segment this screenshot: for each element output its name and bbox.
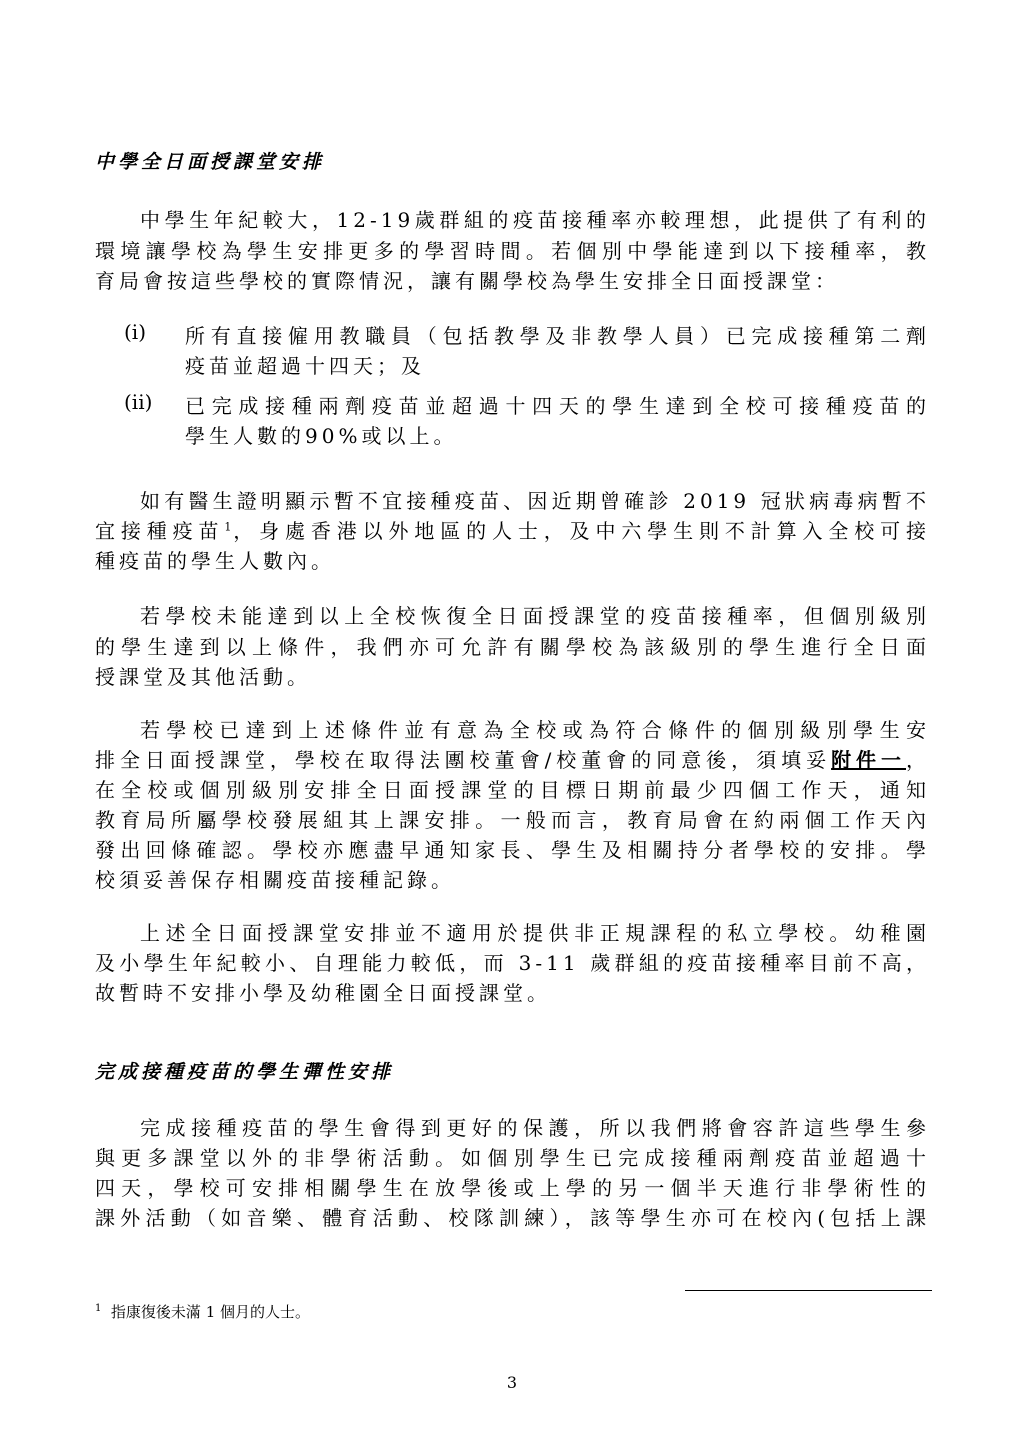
paragraph6-line: 四天，學校可安排相關學生在放學後或上學的另一個半天進行非學術性的 — [95, 1176, 930, 1200]
paragraph2-line: 宜接種疫苗$^1$，身處香港以外地區的人士，及中六學生則不計算入全校可接 — [95, 519, 930, 543]
paragraph1-line: 中學生年紀較大，12-19歲群組的疫苗接種率亦較理想，此提供了有利的 — [140, 208, 930, 232]
footnote — [95, 1301, 310, 1322]
condition-number: (ii) — [124, 390, 153, 414]
paragraph5-line: 上述全日面授課堂安排並不適用於提供非正規課程的私立學校。幼稚園 — [140, 921, 930, 945]
paragraph3-line: 若學校未能達到以上全校恢復全日面授課堂的疫苗接種率，但個別級別 — [140, 604, 930, 628]
condition-line: 已完成接種兩劑疫苗並超過十四天的學生達到全校可接種疫苗的 — [185, 394, 930, 418]
paragraph1-line: 環境讓學校為學生安排更多的學習時間。若個別中學能達到以下接種率，教 — [95, 239, 930, 263]
section-heading-completed: 完成接種疫苗的學生彈性安排 — [95, 1061, 395, 1083]
paragraph6-line: 與更多課堂以外的非學術活動。如個別學生已完成接種兩劑疫苗並超過十 — [95, 1146, 930, 1170]
annex-one-reference[interactable]: 附件一 — [831, 748, 906, 772]
paragraph5-line: 及小學生年紀較小、自理能力較低，而 3-11 歲群組的疫苗接種率目前不高， — [95, 951, 930, 975]
paragraph3-line: 授課堂及其他活動。 — [95, 665, 311, 689]
condition-number: (i) — [124, 320, 147, 344]
paragraph6-line: 課外活動（如音樂、體育活動、校隊訓練），該等學生亦可在校內(包括上課 — [95, 1206, 930, 1230]
paragraph1-line: 育局會按這些學校的實際情況，讓有關學校為學生安排全日面授課堂： — [95, 269, 839, 293]
footnote-reference: 1 — [224, 520, 232, 534]
paragraph3-line: 的學生達到以上條件，我們亦可允許有關學校為該級別的學生進行全日面 — [95, 635, 930, 659]
paragraph2-line: 如有醫生證明顯示暫不宜接種疫苗、因近期曾確診 2019 冠狀病毒病暫不 — [140, 489, 930, 513]
condition-line: 疫苗並超過十四天；及 — [185, 354, 425, 378]
paragraph4-line: 教育局所屬學校發展組其上課安排。一般而言，教育局會在約兩個工作天內 — [95, 808, 930, 832]
condition-line: 所有直接僱用教職員（包括教學及非教學人員）已完成接種第二劑 — [185, 324, 930, 348]
page-number: 3 — [506, 1373, 518, 1392]
paragraph4-line: 若學校已達到上述條件並有意為全校或為符合條件的個別級別學生安 — [140, 718, 930, 742]
condition-line: 學生人數的90%或以上。 — [185, 424, 458, 448]
paragraph4-line: 在全校或個別級別安排全日面授課堂的目標日期前最少四個工作天，通知 — [95, 778, 930, 802]
footnote-text: 指康復後未滿 1 個月的人士。 — [110, 1303, 311, 1321]
section-heading-secondary: 中學全日面授課堂安排 — [95, 151, 326, 173]
paragraph4-line: 發出回條確認。學校亦應盡早通知家長、學生及相關持分者學校的安排。學 — [95, 838, 930, 862]
paragraph5-line: 故暫時不安排小學及幼稚園全日面授課堂。 — [95, 981, 551, 1005]
footnote-marker: 1 — [95, 1303, 102, 1314]
paragraph2-line: 種疫苗的學生人數內。 — [95, 549, 335, 573]
paragraph4-line: 校須妥善保存相關疫苗接種記錄。 — [95, 868, 455, 892]
paragraph6-line: 完成接種疫苗的學生會得到更好的保護，所以我們將會容許這些學生參 — [140, 1116, 930, 1140]
paragraph4-line: 排全日面授課堂，學校在取得法團校董會/校董會的同意後，須填妥附件一， — [95, 748, 930, 772]
footnote-divider — [685, 1290, 932, 1291]
